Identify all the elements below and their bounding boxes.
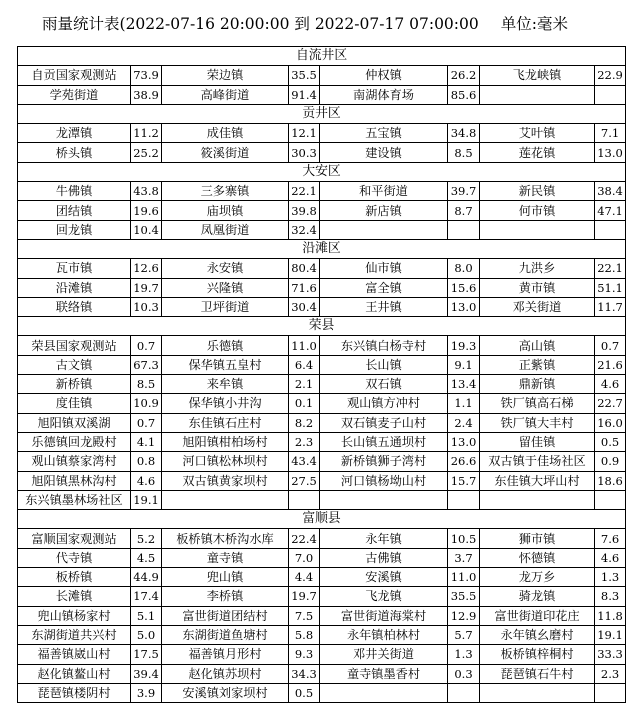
table-row xyxy=(18,452,626,471)
rainfall-value: 10.3 xyxy=(131,297,162,316)
rainfall-value: 4.6 xyxy=(595,548,626,567)
station-name xyxy=(480,220,595,239)
station-name: 鼎新镇 xyxy=(480,375,595,394)
rainfall-value: 11.7 xyxy=(595,297,626,316)
station-name: 回龙镇 xyxy=(18,220,131,239)
station-name: 瓦市镇 xyxy=(18,259,131,278)
rainfall-value: 38.4 xyxy=(595,182,626,201)
station-name: 富世街道印花庄 xyxy=(480,606,595,625)
station-name: 仙市镇 xyxy=(320,259,448,278)
station-name: 何市镇 xyxy=(480,201,595,220)
rainfall-value: 4.1 xyxy=(131,432,162,451)
station-name: 安溪镇 xyxy=(320,568,448,587)
rainfall-value xyxy=(595,683,626,702)
station-name: 长滩镇 xyxy=(18,587,131,606)
rainfall-value: 4.5 xyxy=(131,548,162,567)
rainfall-value: 22.9 xyxy=(595,66,626,85)
rainfall-value: 18.6 xyxy=(595,471,626,490)
rainfall-value: 39.4 xyxy=(131,664,162,683)
station-name: 学苑街道 xyxy=(18,85,131,104)
rainfall-value: 6.4 xyxy=(289,355,320,374)
station-name: 王井镇 xyxy=(320,297,448,316)
rainfall-value: 3.7 xyxy=(448,548,480,567)
rainfall-value: 13.0 xyxy=(595,143,626,162)
table-row xyxy=(18,220,626,239)
station-name: 安溪镇刘家坝村 xyxy=(162,683,289,702)
station-name: 保华镇小井沟 xyxy=(162,394,289,413)
rainfall-value: 22.7 xyxy=(595,394,626,413)
table-row xyxy=(18,548,626,567)
rainfall-value: 11.0 xyxy=(289,336,320,355)
station-name: 筱溪街道 xyxy=(162,143,289,162)
station-name: 福善镇月形村 xyxy=(162,645,289,664)
station-name: 龙万乡 xyxy=(480,568,595,587)
rainfall-value: 1.3 xyxy=(448,645,480,664)
section-name: 富顺县 xyxy=(18,510,626,529)
rainfall-value: 7.5 xyxy=(289,606,320,625)
rainfall-table xyxy=(17,46,626,703)
station-name: 河口镇松林坝村 xyxy=(162,452,289,471)
section-header-row xyxy=(18,162,626,181)
station-name: 古佛镇 xyxy=(320,548,448,567)
station-name: 黄市镇 xyxy=(480,278,595,297)
rainfall-value: 19.7 xyxy=(131,278,162,297)
table-row xyxy=(18,683,626,702)
rainfall-value: 10.5 xyxy=(448,529,480,548)
station-name: 骑龙镇 xyxy=(480,587,595,606)
rainfall-value: 17.5 xyxy=(131,645,162,664)
station-name: 来牟镇 xyxy=(162,375,289,394)
table-row xyxy=(18,413,626,432)
rainfall-value: 5.8 xyxy=(289,625,320,644)
rainfall-value: 0.9 xyxy=(595,452,626,471)
station-name: 建设镇 xyxy=(320,143,448,162)
rainfall-value: 12.9 xyxy=(448,606,480,625)
station-name: 富世街道团结村 xyxy=(162,606,289,625)
station-name: 庙坝镇 xyxy=(162,201,289,220)
rainfall-value: 0.5 xyxy=(595,432,626,451)
rainfall-value: 0.7 xyxy=(131,413,162,432)
rainfall-value xyxy=(595,220,626,239)
station-name: 福善镇崴山村 xyxy=(18,645,131,664)
rainfall-value: 10.9 xyxy=(131,394,162,413)
table-row xyxy=(18,259,626,278)
rainfall-value: 0.3 xyxy=(448,664,480,683)
station-name: 正紫镇 xyxy=(480,355,595,374)
station-name: 代寺镇 xyxy=(18,548,131,567)
rainfall-value: 21.6 xyxy=(595,355,626,374)
table-row xyxy=(18,606,626,625)
rainfall-value: 0.1 xyxy=(289,394,320,413)
rainfall-value: 22.1 xyxy=(289,182,320,201)
table-row xyxy=(18,568,626,587)
station-name: 富世街道海棠村 xyxy=(320,606,448,625)
station-name: 艾叶镇 xyxy=(480,124,595,143)
rainfall-value: 32.4 xyxy=(289,220,320,239)
station-name: 东湖街道共兴村 xyxy=(18,625,131,644)
station-name xyxy=(320,490,448,509)
station-name: 飞龙镇 xyxy=(320,587,448,606)
station-name: 板桥镇 xyxy=(18,568,131,587)
table-row xyxy=(18,529,626,548)
station-name: 新店镇 xyxy=(320,201,448,220)
station-name: 凤凰街道 xyxy=(162,220,289,239)
table-row xyxy=(18,66,626,85)
table-row xyxy=(18,297,626,316)
rainfall-value: 38.9 xyxy=(131,85,162,104)
station-name: 铁厂镇大丰村 xyxy=(480,413,595,432)
section-header-row xyxy=(18,104,626,123)
table-row xyxy=(18,355,626,374)
station-name: 铁厂镇高石梯 xyxy=(480,394,595,413)
rainfall-value: 39.8 xyxy=(289,201,320,220)
rainfall-value: 47.1 xyxy=(595,201,626,220)
rainfall-value: 19.3 xyxy=(448,336,480,355)
station-name: 荣县国家观测站 xyxy=(18,336,131,355)
station-name: 琵琶镇石牛村 xyxy=(480,664,595,683)
rainfall-value: 73.9 xyxy=(131,66,162,85)
station-name: 联络镇 xyxy=(18,297,131,316)
rainfall-value: 4.6 xyxy=(595,375,626,394)
rainfall-value: 2.4 xyxy=(448,413,480,432)
rainfall-value xyxy=(595,85,626,104)
station-name: 童寺镇墨香村 xyxy=(320,664,448,683)
rainfall-value xyxy=(448,490,480,509)
station-name: 李桥镇 xyxy=(162,587,289,606)
rainfall-value: 11.0 xyxy=(448,568,480,587)
section-header-row xyxy=(18,510,626,529)
rainfall-value: 39.7 xyxy=(448,182,480,201)
station-name: 邓井关街道 xyxy=(320,645,448,664)
station-name: 南湖体育场 xyxy=(320,85,448,104)
station-name: 旭阳镇黑林沟村 xyxy=(18,471,131,490)
table-row xyxy=(18,201,626,220)
section-name: 贡井区 xyxy=(18,104,626,123)
rainfall-value: 12.6 xyxy=(131,259,162,278)
station-name: 怀德镇 xyxy=(480,548,595,567)
station-name: 莲花镇 xyxy=(480,143,595,162)
station-name: 永年镇 xyxy=(320,529,448,548)
station-name: 赵化镇鳌山村 xyxy=(18,664,131,683)
rainfall-value: 27.5 xyxy=(289,471,320,490)
rainfall-value: 5.0 xyxy=(131,625,162,644)
rainfall-value: 8.2 xyxy=(289,413,320,432)
rainfall-value xyxy=(448,683,480,702)
station-name xyxy=(320,220,448,239)
station-name: 旭阳镇双溪湖 xyxy=(18,413,131,432)
rainfall-value: 19.1 xyxy=(595,625,626,644)
rainfall-value: 44.9 xyxy=(131,568,162,587)
station-name: 板桥镇梓桐村 xyxy=(480,645,595,664)
rainfall-value: 8.3 xyxy=(595,587,626,606)
station-name: 琵琶镇楼阴村 xyxy=(18,683,131,702)
station-name: 乐德镇回龙殿村 xyxy=(18,432,131,451)
table-row xyxy=(18,394,626,413)
table-row xyxy=(18,645,626,664)
station-name: 兜山镇 xyxy=(162,568,289,587)
station-name xyxy=(320,683,448,702)
rainfall-value: 4.6 xyxy=(131,471,162,490)
rainfall-value: 7.0 xyxy=(289,548,320,567)
station-name: 团结镇 xyxy=(18,201,131,220)
rainfall-value: 85.6 xyxy=(448,85,480,104)
rainfall-value: 22.4 xyxy=(289,529,320,548)
station-name: 兜山镇杨家村 xyxy=(18,606,131,625)
rainfall-value: 9.3 xyxy=(289,645,320,664)
rainfall-value: 4.4 xyxy=(289,568,320,587)
rainfall-value: 13.4 xyxy=(448,375,480,394)
rainfall-value: 43.4 xyxy=(289,452,320,471)
rainfall-value: 8.7 xyxy=(448,201,480,220)
station-name: 长山镇五通坝村 xyxy=(320,432,448,451)
station-name: 观山镇方冲村 xyxy=(320,394,448,413)
station-name: 仲权镇 xyxy=(320,66,448,85)
station-name: 东兴镇墨林场社区 xyxy=(18,490,131,509)
station-name: 度佳镇 xyxy=(18,394,131,413)
station-name: 保华镇五皇村 xyxy=(162,355,289,374)
station-name: 新桥镇 xyxy=(18,375,131,394)
station-name: 东兴镇白杨寺村 xyxy=(320,336,448,355)
rainfall-value: 0.8 xyxy=(131,452,162,471)
rainfall-value: 67.3 xyxy=(131,355,162,374)
rainfall-value: 0.5 xyxy=(289,683,320,702)
station-name: 长山镇 xyxy=(320,355,448,374)
station-name: 九洪乡 xyxy=(480,259,595,278)
rainfall-value: 2.1 xyxy=(289,375,320,394)
table-row xyxy=(18,432,626,451)
station-name: 桥头镇 xyxy=(18,143,131,162)
section-name: 沿滩区 xyxy=(18,239,626,258)
station-name: 三多寨镇 xyxy=(162,182,289,201)
station-name: 古文镇 xyxy=(18,355,131,374)
rainfall-value: 9.1 xyxy=(448,355,480,374)
table-row xyxy=(18,124,626,143)
rainfall-value: 5.2 xyxy=(131,529,162,548)
table-title xyxy=(0,0,610,46)
station-name: 富顺国家观测站 xyxy=(18,529,131,548)
station-name: 飞龙峡镇 xyxy=(480,66,595,85)
section-name: 自流井区 xyxy=(18,47,626,66)
rainfall-value: 26.6 xyxy=(448,452,480,471)
rainfall-value: 30.3 xyxy=(289,143,320,162)
station-name: 童寺镇 xyxy=(162,548,289,567)
section-header-row xyxy=(18,239,626,258)
station-name xyxy=(480,683,595,702)
rainfall-value: 33.3 xyxy=(595,645,626,664)
station-name: 东佳镇石庄村 xyxy=(162,413,289,432)
rainfall-value: 8.5 xyxy=(131,375,162,394)
table-row xyxy=(18,85,626,104)
station-name: 双古镇黄家坝村 xyxy=(162,471,289,490)
rainfall-value: 80.4 xyxy=(289,259,320,278)
rainfall-value: 25.2 xyxy=(131,143,162,162)
rainfall-value: 0.7 xyxy=(595,336,626,355)
rainfall-value: 19.6 xyxy=(131,201,162,220)
station-name: 观山镇蔡家湾村 xyxy=(18,452,131,471)
station-name xyxy=(480,490,595,509)
rainfall-value: 13.0 xyxy=(448,297,480,316)
station-name: 板桥镇木桥沟水库 xyxy=(162,529,289,548)
rainfall-value: 13.0 xyxy=(448,432,480,451)
rainfall-value: 19.1 xyxy=(131,490,162,509)
rainfall-value: 11.2 xyxy=(131,124,162,143)
table-row xyxy=(18,625,626,644)
rainfall-value: 12.1 xyxy=(289,124,320,143)
rainfall-value: 26.2 xyxy=(448,66,480,85)
rainfall-value xyxy=(595,490,626,509)
section-header-row xyxy=(18,317,626,336)
station-name: 旭阳镇柑柏场村 xyxy=(162,432,289,451)
station-name: 双古镇于佳场社区 xyxy=(480,452,595,471)
station-name: 卫坪街道 xyxy=(162,297,289,316)
table-row xyxy=(18,143,626,162)
station-name: 牛佛镇 xyxy=(18,182,131,201)
table-row xyxy=(18,336,626,355)
station-name: 兴隆镇 xyxy=(162,278,289,297)
station-name xyxy=(480,85,595,104)
station-name: 富全镇 xyxy=(320,278,448,297)
station-name: 荣边镇 xyxy=(162,66,289,85)
rainfall-value: 30.4 xyxy=(289,297,320,316)
rainfall-value xyxy=(289,490,320,509)
station-name: 乐德镇 xyxy=(162,336,289,355)
rainfall-value: 3.9 xyxy=(131,683,162,702)
rainfall-value: 8.0 xyxy=(448,259,480,278)
table-row xyxy=(18,490,626,509)
rainfall-value: 8.5 xyxy=(448,143,480,162)
station-name: 东佳镇大坪山村 xyxy=(480,471,595,490)
rainfall-value: 35.5 xyxy=(448,587,480,606)
section-name: 大安区 xyxy=(18,162,626,181)
station-name: 高峰街道 xyxy=(162,85,289,104)
rainfall-value: 19.7 xyxy=(289,587,320,606)
rainfall-value: 2.3 xyxy=(595,664,626,683)
rainfall-value: 91.4 xyxy=(289,85,320,104)
station-name: 东湖街道鱼塘村 xyxy=(162,625,289,644)
title-unit: 单位:毫米 xyxy=(500,15,568,33)
station-name: 新桥镇狮子湾村 xyxy=(320,452,448,471)
rainfall-value: 5.1 xyxy=(131,606,162,625)
rainfall-value: 7.1 xyxy=(595,124,626,143)
station-name: 自贡国家观测站 xyxy=(18,66,131,85)
station-name: 新民镇 xyxy=(480,182,595,201)
rainfall-value: 71.6 xyxy=(289,278,320,297)
station-name: 赵化镇苏坝村 xyxy=(162,664,289,683)
rainfall-value: 15.6 xyxy=(448,278,480,297)
station-name: 河口镇杨坳山村 xyxy=(320,471,448,490)
station-name: 高山镇 xyxy=(480,336,595,355)
station-name: 邓关街道 xyxy=(480,297,595,316)
station-name: 龙潭镇 xyxy=(18,124,131,143)
station-name xyxy=(162,490,289,509)
rainfall-value: 35.5 xyxy=(289,66,320,85)
rainfall-value: 43.8 xyxy=(131,182,162,201)
station-name: 五宝镇 xyxy=(320,124,448,143)
rainfall-value: 0.7 xyxy=(131,336,162,355)
rainfall-value: 11.8 xyxy=(595,606,626,625)
station-name: 狮市镇 xyxy=(480,529,595,548)
rainfall-value: 17.4 xyxy=(131,587,162,606)
station-name: 双石镇 xyxy=(320,375,448,394)
table-row xyxy=(18,182,626,201)
rainfall-value: 1.3 xyxy=(595,568,626,587)
station-name: 和平街道 xyxy=(320,182,448,201)
table-row xyxy=(18,587,626,606)
rainfall-value: 51.1 xyxy=(595,278,626,297)
rainfall-value: 7.6 xyxy=(595,529,626,548)
station-name: 永安镇 xyxy=(162,259,289,278)
station-name: 永年镇柏林村 xyxy=(320,625,448,644)
rainfall-value: 34.3 xyxy=(289,664,320,683)
rainfall-value: 34.8 xyxy=(448,124,480,143)
station-name: 成佳镇 xyxy=(162,124,289,143)
rainfall-value: 22.1 xyxy=(595,259,626,278)
table-row xyxy=(18,278,626,297)
rainfall-value: 15.7 xyxy=(448,471,480,490)
table-row xyxy=(18,664,626,683)
station-name: 留佳镇 xyxy=(480,432,595,451)
table-row xyxy=(18,375,626,394)
station-name: 沿滩镇 xyxy=(18,278,131,297)
section-name: 荣县 xyxy=(18,317,626,336)
rainfall-value: 16.0 xyxy=(595,413,626,432)
rainfall-value: 1.1 xyxy=(448,394,480,413)
rainfall-value: 2.3 xyxy=(289,432,320,451)
rainfall-value: 10.4 xyxy=(131,220,162,239)
station-name: 永年镇幺磨村 xyxy=(480,625,595,644)
rainfall-value xyxy=(448,220,480,239)
station-name: 双石镇麦子山村 xyxy=(320,413,448,432)
table-row xyxy=(18,471,626,490)
section-header-row xyxy=(18,47,626,66)
title-main: 雨量统计表(2022-07-16 20:00:00 到 2022-07-17 07:00:00 xyxy=(42,15,479,33)
rainfall-value: 5.7 xyxy=(448,625,480,644)
